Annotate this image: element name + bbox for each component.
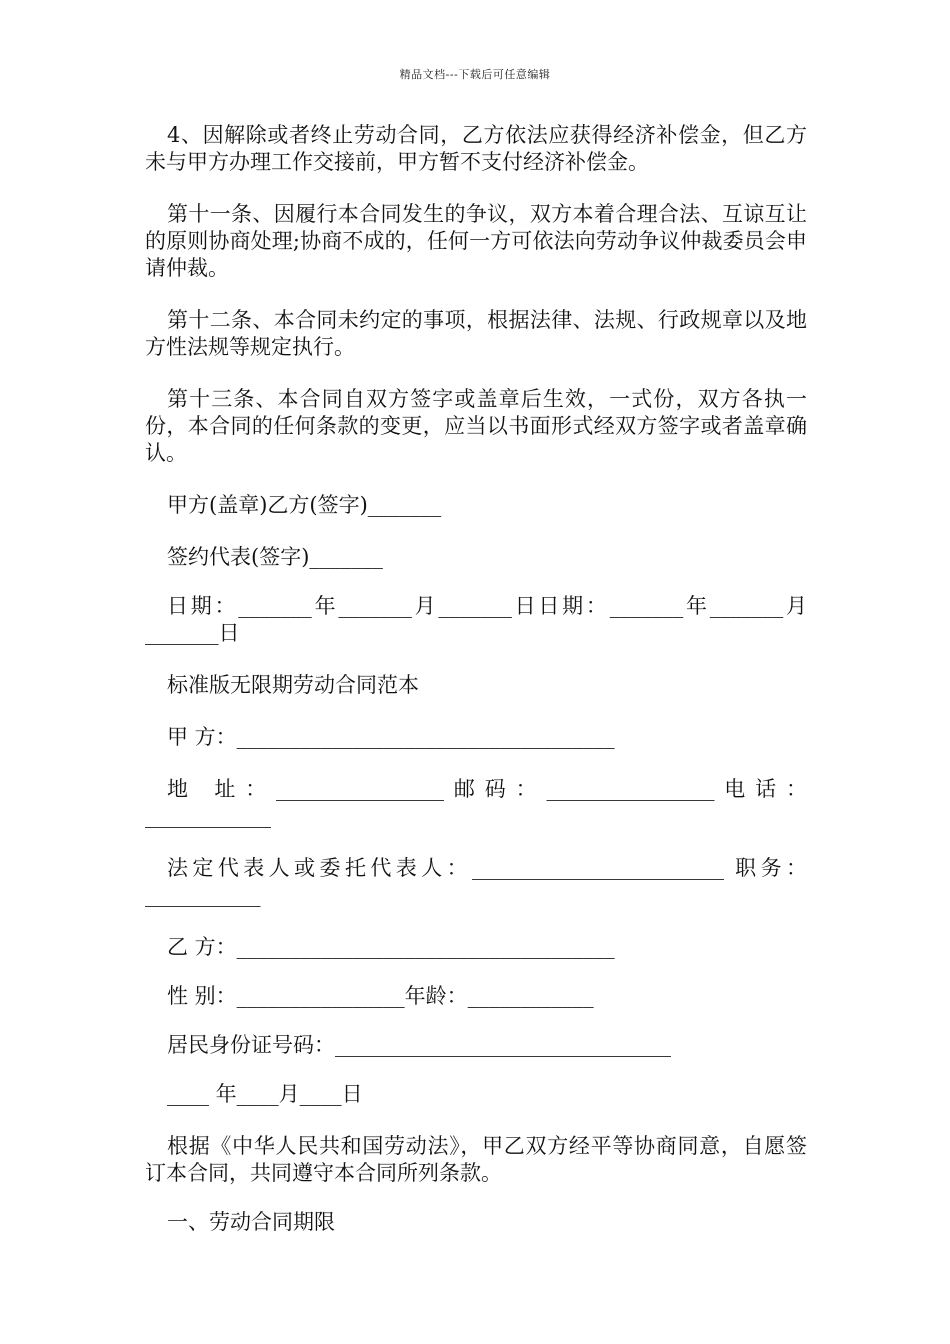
party-b-field: 乙 方：____________________________________: [167, 935, 615, 959]
gender-age-field: 性 别：________________年龄：____________: [167, 984, 594, 1008]
section-1-heading: 一、劳动合同期限: [167, 1210, 335, 1234]
date-line: 日期：_______年_______月_______日日期：_______年_______月_______日: [145, 594, 807, 645]
template-title: 标准版无限期劳动合同范本: [167, 673, 419, 697]
party-a-field: 甲 方：____________________________________: [167, 725, 615, 749]
address-postcode-phone-field: 地 址：________________邮码：________________电话：____________: [145, 777, 807, 828]
article-13-effectiveness: 第十三条、本合同自双方签字或盖章后生效，一式份，双方各执一份，本合同的任何条款的变更，应当以书面形式经双方签字或者盖章确认。: [145, 387, 807, 465]
preamble-paragraph: 根据《中华人民共和国劳动法》，甲乙双方经平等协商同意，自愿签订本合同，共同遵守本合同所列条款。: [145, 1134, 807, 1185]
document-body: [145, 122, 807, 1236]
party-signature-line: 甲方(盖章)乙方(签字)_______: [167, 493, 442, 517]
representative-signature-line: 签约代表(签字)_______: [167, 545, 383, 569]
birth-date-field: ____ 年____月____日: [167, 1082, 363, 1106]
page-header: 精品文档---下载后可任意编辑: [399, 68, 551, 81]
article-11-disputes: 第十一条、因履行本合同发生的争议，双方本着合理合法、互谅互让的原则协商处理;协商不成的，任何一方可依法向劳动争议仲裁委员会申请仲裁。: [145, 202, 807, 280]
legal-representative-field: 法定代表人或委托代表人：________________________ 职务：___________: [145, 856, 807, 907]
clause-4-compensation: 4、因解除或者终止劳动合同，乙方依法应获得经济补偿金，但乙方未与甲方办理工作交接前，甲方暂不支付经济补偿金。: [145, 123, 807, 174]
article-12-unspecified-matters: 第十二条、本合同未约定的事项，根据法律、法规、行政规章以及地方性法规等规定执行。: [145, 308, 807, 359]
id-number-field: 居民身份证号码：________________________________: [167, 1033, 671, 1057]
